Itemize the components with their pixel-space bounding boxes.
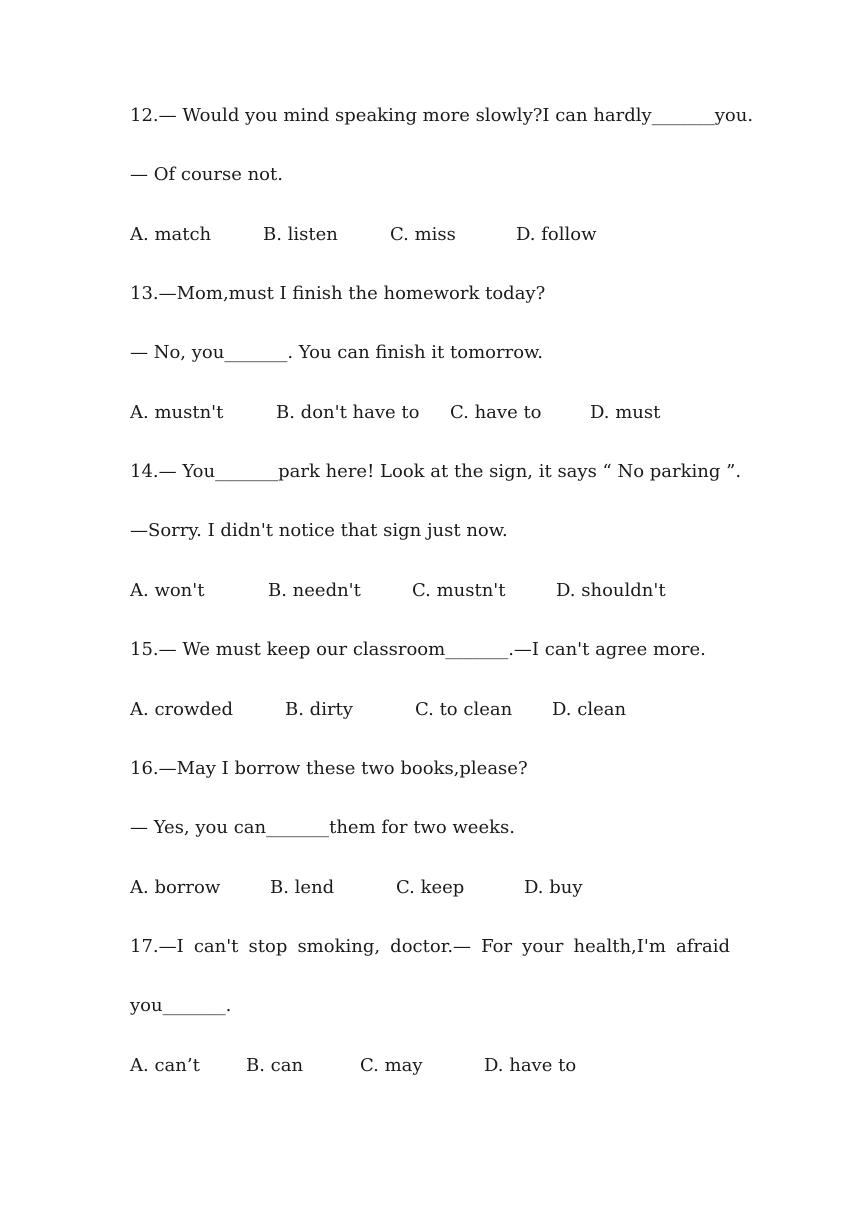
option-b: B. don't have to [276, 402, 420, 423]
question-17-continuation: you_______. [130, 995, 232, 1016]
option-b: B. can [246, 1055, 304, 1076]
question-14-reply: —Sorry. I didn't notice that sign just now. [130, 520, 508, 541]
option-a: A. can’t [130, 1055, 200, 1076]
question-12-reply: — Of course not. [130, 164, 283, 185]
question-16-stem: 16.—May I borrow these two books,please? [130, 758, 528, 779]
question-15-options [130, 698, 730, 722]
option-a: A. borrow [130, 877, 221, 898]
option-d: D. must [590, 402, 661, 423]
question-17-stem: 17.—I can't stop smoking, doctor.— For your health,I'm afraid [130, 936, 730, 957]
option-b: B. lend [270, 877, 335, 898]
option-c: C. mustn't [412, 580, 506, 601]
option-d: D. clean [552, 699, 627, 720]
option-b: B. needn't [268, 580, 361, 601]
option-a: A. won't [130, 580, 205, 601]
option-a: A. match [130, 224, 212, 245]
option-c: C. miss [390, 224, 456, 245]
question-13-options [130, 401, 730, 425]
option-b: B. listen [263, 224, 338, 245]
question-16-reply: — Yes, you can_______them for two weeks. [130, 817, 515, 838]
option-d: D. buy [524, 877, 583, 898]
option-a: A. mustn't [130, 402, 224, 423]
option-c: C. may [360, 1055, 423, 1076]
option-d: D. shouldn't [556, 580, 666, 601]
question-12-stem: 12.— Would you mind speaking more slowly?I can hardly_______you. [130, 105, 754, 126]
question-16-options [130, 876, 730, 900]
question-13-reply: — No, you_______. You can finish it tomorrow. [130, 342, 544, 363]
question-15-stem: 15.— We must keep our classroom_______.—I can't agree more. [130, 639, 706, 660]
option-b: B. dirty [285, 699, 353, 720]
option-c: C. to clean [415, 699, 513, 720]
question-13-stem: 13.—Mom,must I finish the homework today? [130, 283, 546, 304]
option-d: D. follow [516, 224, 597, 245]
option-c: C. have to [450, 402, 542, 423]
question-14-stem: 14.— You_______park here! Look at the sign, it says “ No parking ”. [130, 461, 742, 482]
question-14-options [130, 579, 730, 603]
question-17-options [130, 1054, 730, 1078]
option-a: A. crowded [130, 699, 234, 720]
option-d: D. have to [484, 1055, 577, 1076]
question-12-options [130, 223, 730, 247]
option-c: C. keep [396, 877, 465, 898]
